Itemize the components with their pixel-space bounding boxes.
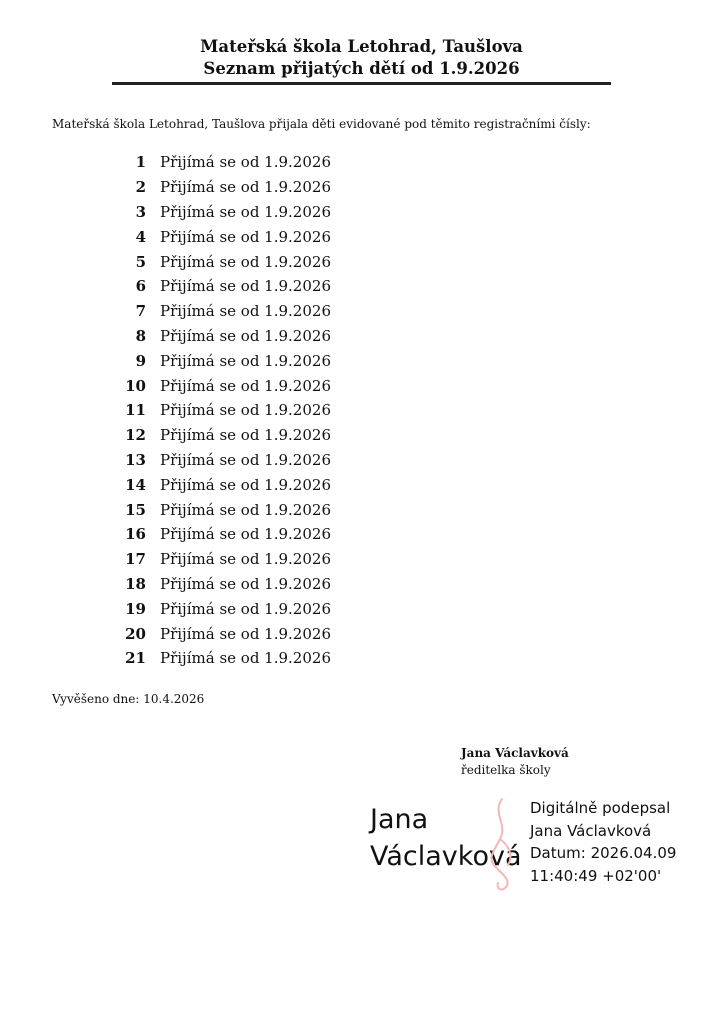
registration-number: 3 [135,202,146,221]
list-item [110,646,331,671]
registration-number: 2 [135,178,146,197]
admission-status: Přijímá se od 1.9.2026 [160,351,331,370]
list-item [110,472,331,497]
signature-info-line: 11:40:49 +02'00' [530,866,662,885]
registration-number: 15 [125,500,146,519]
list-item [110,448,331,473]
list-item [110,200,331,225]
admission-status: Přijímá se od 1.9.2026 [160,326,331,345]
admission-status: Přijímá se od 1.9.2026 [160,475,331,494]
registration-number: 17 [125,550,146,569]
registration-number: 10 [125,376,146,395]
signer-role: ředitelka školy [461,763,551,777]
admission-status: Přijímá se od 1.9.2026 [160,525,331,544]
admission-status: Přijímá se od 1.9.2026 [160,426,331,445]
admission-status: Přijímá se od 1.9.2026 [160,450,331,469]
registration-number: 6 [135,277,146,296]
admission-status: Přijímá se od 1.9.2026 [160,178,331,197]
registration-number: 14 [125,475,146,494]
registration-number: 21 [125,649,146,668]
list-item [110,497,331,522]
admission-status: Přijímá se od 1.9.2026 [160,500,331,519]
admission-status: Přijímá se od 1.9.2026 [160,252,331,271]
admission-status: Přijímá se od 1.9.2026 [160,649,331,668]
list-title: Seznam přijatých dětí od 1.9.2026 [203,59,520,78]
admission-status: Přijímá se od 1.9.2026 [160,624,331,643]
registration-number: 5 [135,252,146,271]
list-item [110,175,331,200]
list-item [110,348,331,373]
list-item [110,224,331,249]
admission-status: Přijímá se od 1.9.2026 [160,401,331,420]
list-item [110,621,331,646]
list-item [110,150,331,175]
registration-number: 7 [135,302,146,321]
registration-number: 18 [125,574,146,593]
list-item [110,547,331,572]
list-item [110,596,331,621]
registration-number: 8 [135,326,146,345]
signature-info-line: Jana Václavková [530,821,652,840]
list-item [110,522,331,547]
digital-signature [370,795,690,895]
admission-status: Přijímá se od 1.9.2026 [160,574,331,593]
registration-number: 13 [125,450,146,469]
signer-name: Jana Václavková [461,746,569,760]
registration-number: 4 [135,227,146,246]
registration-number: 11 [125,401,146,420]
signature-info-line: Datum: 2026.04.09 [530,844,677,862]
list-item [110,299,331,324]
list-item [110,373,331,398]
admission-list [110,150,331,671]
registration-number: 12 [125,426,146,445]
admission-status: Přijímá se od 1.9.2026 [160,599,331,618]
admission-status: Přijímá se od 1.9.2026 [160,227,331,246]
registration-number: 20 [125,624,146,643]
document-header [112,36,611,80]
admission-status: Přijímá se od 1.9.2026 [160,376,331,395]
admission-status: Přijímá se od 1.9.2026 [160,153,331,172]
list-item [110,249,331,274]
list-item [110,274,331,299]
registration-number: 1 [135,153,146,172]
signature-name-line1: Jana [370,804,429,835]
list-item [110,423,331,448]
admission-status: Přijímá se od 1.9.2026 [160,550,331,569]
signature-info [530,797,676,887]
list-item [110,572,331,597]
admission-status: Přijímá se od 1.9.2026 [160,277,331,296]
signature-info-line: Digitálně podepsal [530,799,671,817]
school-title: Mateřská škola Letohrad, Taušlova [200,37,523,56]
posted-date: Vyvěšeno dne: 10.4.2026 [52,692,205,706]
admission-status: Přijímá se od 1.9.2026 [160,202,331,221]
signature-name-line2: Václavková [370,841,522,872]
registration-number: 19 [125,599,146,618]
admission-status: Přijímá se od 1.9.2026 [160,302,331,321]
registration-number: 16 [125,525,146,544]
list-item [110,398,331,423]
registration-number: 9 [135,351,146,370]
signer-block [461,745,569,779]
signature-mark-icon [478,795,528,895]
list-item [110,324,331,349]
intro-text: Mateřská škola Letohrad, Taušlova přijala děti evidované pod těmito registračními čísly: [52,117,591,131]
header-divider [112,82,611,85]
